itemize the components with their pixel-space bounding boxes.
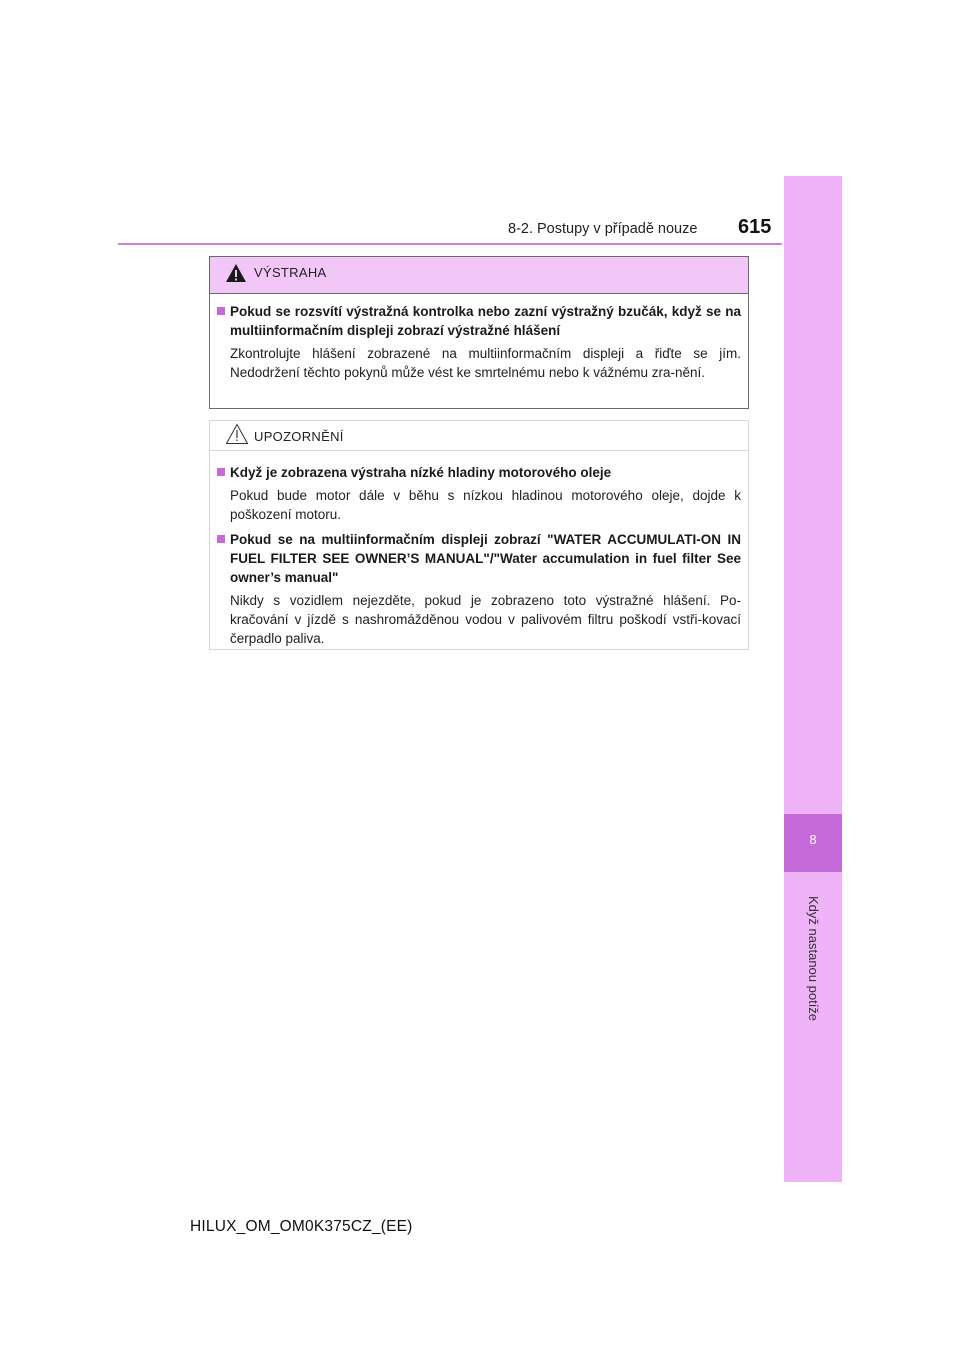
- warning-item-heading-text: Pokud se rozsvítí výstražná kontrolka nebo zazní výstražný bzučák, když se na multiinformačním displeji zobrazí výstražné hlášení: [230, 304, 741, 338]
- warning-body: [210, 294, 748, 382]
- square-bullet-icon: [217, 307, 225, 315]
- page-number: 615: [738, 216, 772, 238]
- warning-item: [217, 302, 741, 382]
- caution-box: [209, 420, 749, 650]
- warning-label: VÝSTRAHA: [254, 265, 327, 280]
- caution-label: UPOZORNĚNÍ: [254, 429, 344, 444]
- caution-item-heading: [217, 463, 741, 482]
- header-rule: [118, 243, 782, 245]
- chapter-label: Když nastanou potíže: [806, 896, 821, 1022]
- caution-item-text: Pokud bude motor dále v běhu s nízkou hladinou motorového oleje, dojde k poškození motoru.: [230, 488, 741, 522]
- warning-box: [209, 256, 749, 409]
- warning-item-heading: [217, 302, 741, 340]
- warning-item-text: Zkontrolujte hlášení zobrazené na multiinformačním displeji a řiďte se jím. Nedodržení těchto pokynů může vést ke smrtelnému nebo k vážnému zra-nění.: [230, 346, 741, 380]
- square-bullet-icon: [217, 535, 225, 543]
- caution-item-text: Nikdy s vozidlem nejezděte, pokud je zobrazeno toto výstražné hlášení. Po-kračování v jízdě s nashromážděnou vodou v palivovém filtru poškodí vstři-kovací čerpadlo paliva.: [230, 593, 741, 646]
- caution-item: [217, 530, 741, 648]
- caution-header: [210, 421, 748, 451]
- warning-triangle-outline-icon: [225, 423, 249, 450]
- section-title: 8-2. Postupy v případě nouze: [508, 221, 698, 237]
- caution-item-heading: [217, 530, 741, 587]
- document-id: HILUX_OM_OM0K375CZ_(EE): [190, 1218, 413, 1235]
- caution-item: [217, 463, 741, 524]
- warning-header: [210, 257, 748, 294]
- chapter-number: 8: [809, 832, 817, 847]
- chapter-tab[interactable]: [784, 814, 842, 872]
- square-bullet-icon: [217, 468, 225, 476]
- caution-item-heading-text: Když je zobrazena výstraha nízké hladiny motorového oleje: [230, 465, 612, 480]
- warning-triangle-filled-icon: [225, 263, 247, 288]
- caution-item-heading-text: Pokud se na multiinformačním displeji zobrazí "WATER ACCUMULATI-ON IN FUEL FILTER SEE OWNER’S MANUAL"/"Water accumulation in fuel filter See owner’s manual": [230, 532, 741, 585]
- caution-body: [210, 451, 748, 648]
